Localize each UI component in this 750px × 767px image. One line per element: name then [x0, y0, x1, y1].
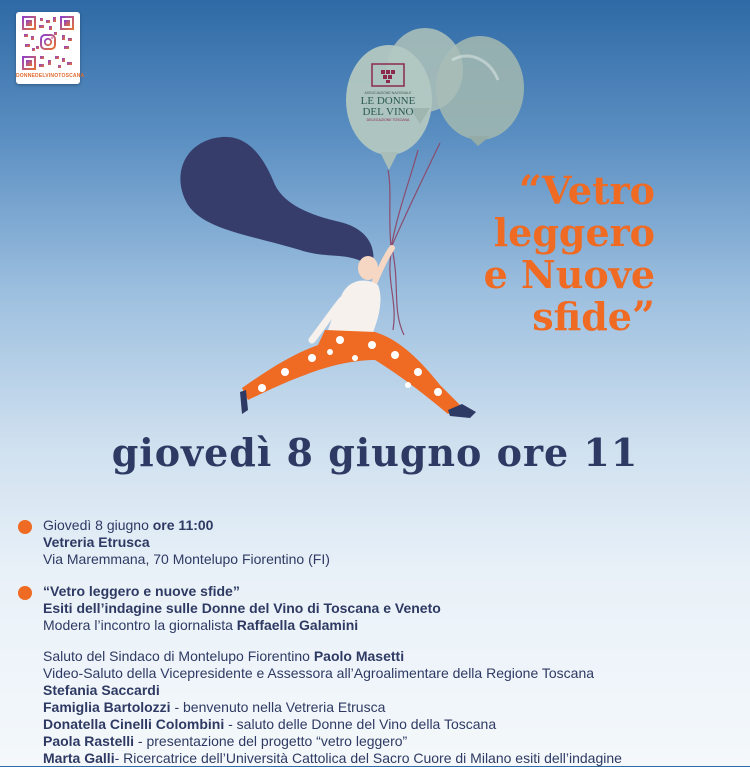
svg-text:LE DONNE: LE DONNE	[360, 95, 416, 107]
moderator-name: Raffaella Galamini	[236, 617, 359, 633]
event-venue: Vetreria Etrusca	[43, 534, 150, 550]
svg-text:ASSOCIAZIONE NAZIONALE: ASSOCIAZIONE NAZIONALE	[364, 91, 412, 95]
program-title: “Vetro leggero e nuove sfide”	[43, 583, 240, 599]
speaker-item: Donatella Cinelli Colombini - saluto delle Donne del Vino della Toscana	[43, 716, 497, 732]
speaker-name: Paola Rastelli	[43, 733, 135, 749]
moderator-prefix: Modera l’incontro la giornalista	[43, 617, 237, 633]
program-subtitle: Esiti dell’indagine sulle Donne del Vino di Toscana e Veneto	[43, 600, 441, 616]
event-info	[43, 517, 330, 568]
event-date: Giovedì 8 giugno	[43, 517, 153, 533]
floral-pants-icon	[242, 330, 460, 414]
title-line-4: sfide	[532, 294, 632, 339]
title-line-2: leggero	[493, 210, 655, 255]
speaker-name: Donatella Cinelli Colombini	[43, 716, 225, 732]
hair-icon	[180, 137, 373, 268]
svg-text:DEL VINO: DEL VINO	[362, 106, 414, 118]
speaker-list	[43, 648, 622, 767]
bullet-dot-icon	[18, 586, 32, 600]
speaker-item: Saluto del Sindaco di Montelupo Fiorentino Paolo Masetti	[43, 648, 405, 664]
event-title: “Vetro leggero e Nuove sfide”	[470, 170, 655, 338]
title-line-1: Vetro	[541, 168, 655, 213]
speaker-name: Famiglia Bartolozzi	[43, 699, 171, 715]
speaker-item: Video-Saluto della Vicepresidente e Assessora all’Agroalimentare della Regione Toscana	[43, 665, 595, 681]
speaker-item: Marta Galli- Ricercatrice dell’Università Cattolica del Sacro Cuore di Milano esiti dell’indagine	[43, 750, 622, 766]
qr-code-label: DONNEDELVINOTOSCANA	[16, 73, 85, 79]
bullet-dot-icon	[18, 520, 32, 534]
title-line-3: e Nuove	[483, 252, 655, 297]
event-address: Via Maremmana, 70 Montelupo Fiorentino (FI)	[43, 551, 330, 567]
svg-text:DELEGAZIONE TOSCANA: DELEGAZIONE TOSCANA	[366, 118, 410, 122]
speaker-name: Paolo Masetti	[313, 648, 405, 664]
event-time: ore 11:00	[152, 517, 214, 533]
program-info	[43, 583, 441, 634]
speaker-name: Marta Galli	[43, 750, 115, 766]
speaker-item: Famiglia Bartolozzi - benvenuto nella Vetreria Etrusca	[43, 699, 386, 715]
date-heading: giovedì 8 giugno ore 11	[111, 430, 639, 475]
speaker-name: Stefania Saccardi	[43, 682, 160, 698]
speaker-item: Paola Rastelli - presentazione del progetto “vetro leggero”	[43, 733, 408, 749]
balloon-strings	[388, 143, 440, 335]
